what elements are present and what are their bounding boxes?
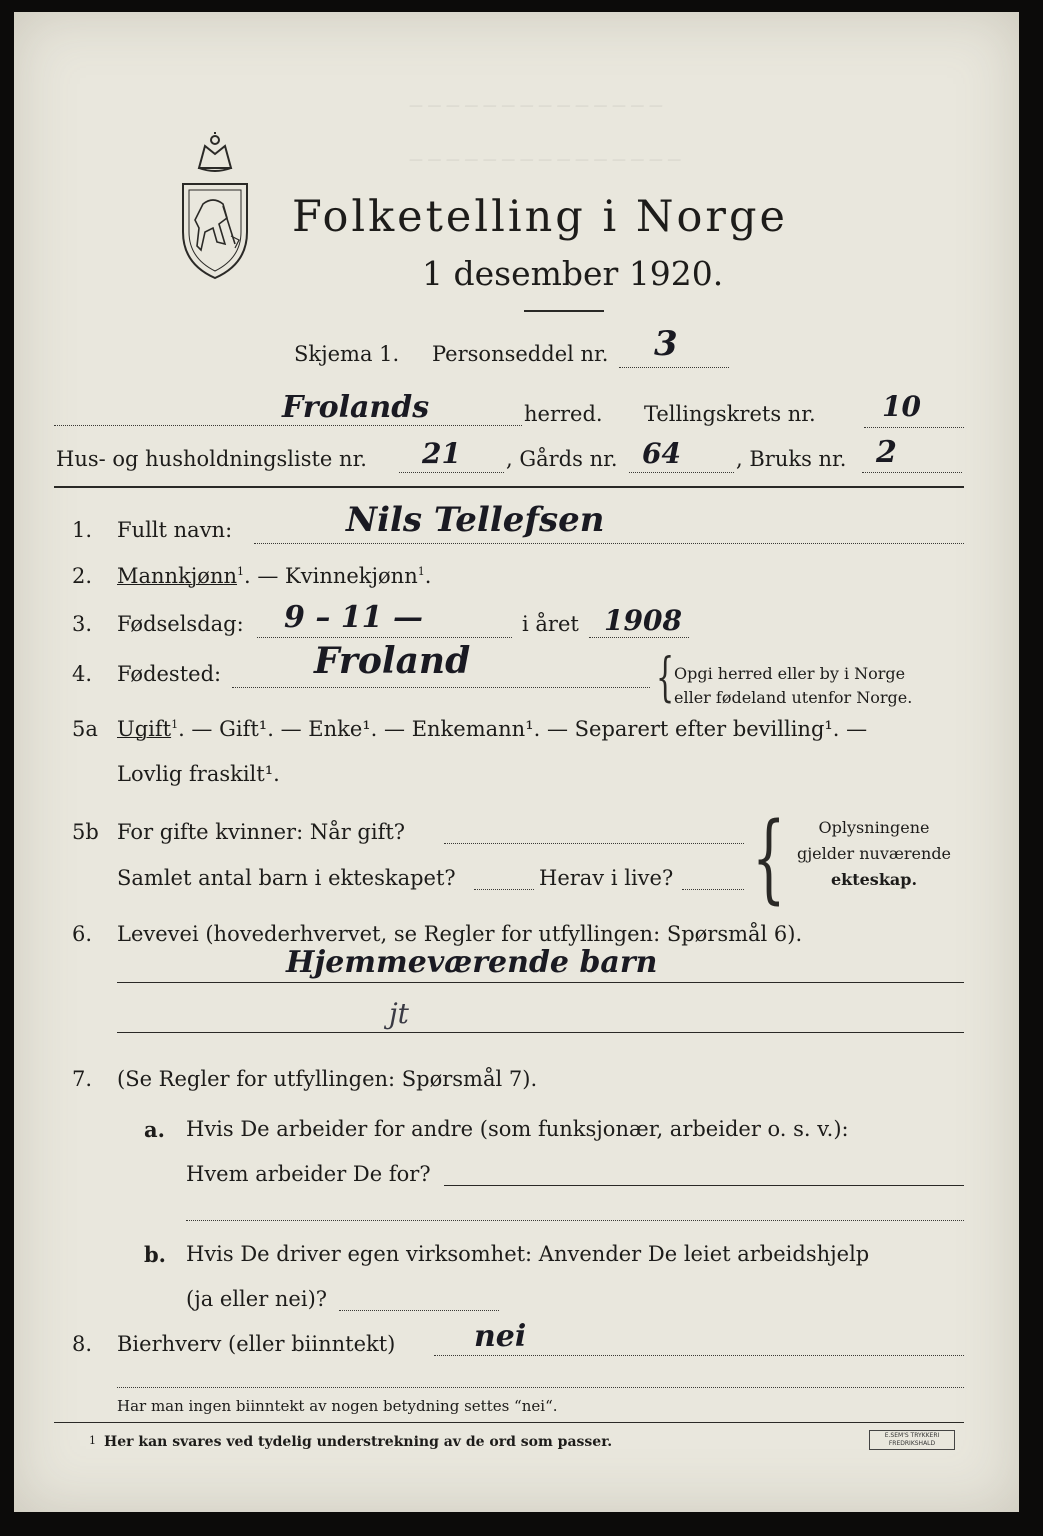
personseddel-value: 3: [654, 324, 678, 364]
q1-label: Fullt navn:: [117, 518, 233, 542]
q5b-number: 5b: [72, 820, 99, 844]
married-when-field[interactable]: [444, 843, 744, 844]
side-income-field[interactable]: [434, 1355, 964, 1356]
bruks-field[interactable]: [862, 472, 962, 473]
hus-value: 21: [422, 437, 461, 470]
herred-field[interactable]: [54, 425, 522, 426]
bruks-value: 2: [876, 435, 897, 470]
herred-label: herred.: [524, 402, 603, 426]
birthplace-note-2: eller fødeland utenfor Norge.: [674, 688, 913, 707]
birthday-value: 9 – 11 —: [284, 600, 423, 635]
footnote-number: 1: [89, 1434, 96, 1447]
tellingskrets-label: Tellingskrets nr.: [644, 402, 816, 426]
bruks-label: , Bruks nr.: [736, 447, 847, 471]
marital-ugift[interactable]: Ugift: [117, 717, 172, 741]
full-name-field[interactable]: [254, 543, 964, 544]
footnote-text: Her kan svares ved tydelig understrekning av de ord som passer.: [104, 1434, 613, 1450]
birthplace-field[interactable]: [232, 687, 650, 688]
side-income-value: nei: [474, 1319, 527, 1354]
bleed-through: — — — — — — — — — — — — — —: [409, 98, 663, 114]
printer-stamp: E.SEM'S TRYKKERI FREDRIKSHALD: [869, 1430, 955, 1450]
hus-label: Hus- og husholdningsliste nr.: [56, 447, 367, 471]
q1-number: 1.: [72, 518, 93, 542]
form-title: Folketelling i Norge: [292, 192, 788, 242]
personseddel-label: Personseddel nr.: [432, 342, 609, 366]
year-label: i året: [522, 612, 579, 636]
q3-label: Fødselsdag:: [117, 612, 244, 636]
birth-year-value: 1908: [604, 604, 682, 637]
full-name-value: Nils Tellefsen: [346, 500, 605, 540]
children-total-label: Samlet antal barn i ekteskapet?: [117, 866, 456, 890]
footer-rule: [54, 1422, 964, 1423]
skjema-label: Skjema 1.: [294, 342, 400, 366]
q6-number: 6.: [72, 922, 93, 946]
occupation-mark: jt: [389, 997, 409, 1030]
side-income-field-2[interactable]: [117, 1387, 964, 1388]
employer-field[interactable]: [444, 1185, 964, 1186]
q7a-line2: Hvem arbeider De for?: [186, 1162, 431, 1186]
married-when-label: For gifte kvinner: Når gift?: [117, 820, 406, 844]
occupation-value: Hjemmeværende barn: [286, 945, 658, 980]
footer-note: Har man ingen biinntekt av nogen betydning settes “nei“.: [117, 1397, 558, 1415]
brace: {: [752, 802, 786, 914]
q8-label: Bierhverv (eller biinntekt): [117, 1332, 396, 1356]
q7a-number: a.: [144, 1117, 165, 1142]
q4-label: Fødested:: [117, 662, 222, 686]
q5a-number: 5a: [72, 717, 98, 741]
employer-field-2[interactable]: [186, 1220, 964, 1221]
occupation-field[interactable]: [117, 982, 964, 983]
brace: {: [656, 648, 675, 708]
tellingskrets-field[interactable]: [864, 427, 964, 428]
q7-label: (Se Regler for utfyllingen: Spørsmål 7).: [117, 1067, 538, 1091]
gender-male[interactable]: Mannkjønn: [117, 564, 238, 588]
q7b-line2: (ja eller nei)?: [186, 1287, 328, 1311]
gender-female[interactable]: Kvinnekjønn: [285, 564, 418, 588]
occupation-field-2[interactable]: [117, 1032, 964, 1033]
q4-number: 4.: [72, 662, 93, 686]
gards-value: 64: [642, 437, 681, 470]
marital-fraskilt[interactable]: Lovlig fraskilt¹.: [117, 762, 280, 786]
gards-label: , Gårds nr.: [506, 447, 618, 471]
marriage-note-2: gjelder nuværende: [796, 844, 952, 863]
herred-value: Frolands: [282, 390, 430, 425]
gards-field[interactable]: [629, 472, 734, 473]
children-alive-field[interactable]: [682, 889, 744, 890]
q7a-line1: Hvis De arbeider for andre (som funksjonær, arbeider o. s. v.):: [186, 1117, 849, 1141]
norway-coat-of-arms-icon: [169, 132, 261, 282]
section-rule: [54, 486, 964, 488]
q6-label: Levevei (hovederhvervet, se Regler for utfyllingen: Spørsmål 6).: [117, 922, 803, 946]
bleed-through: — — — — — — — — — — — — — — —: [409, 152, 682, 168]
tellingskrets-value: 10: [882, 390, 921, 423]
census-form: [14, 12, 1019, 1512]
q7-number: 7.: [72, 1067, 93, 1091]
birthplace-note-1: Opgi herred eller by i Norge: [674, 664, 906, 683]
marriage-note-1: Oplysningene: [818, 818, 930, 837]
birthday-field[interactable]: [257, 637, 512, 638]
q8-number: 8.: [72, 1332, 93, 1356]
children-alive-label: Herav i live?: [539, 866, 674, 890]
q2-number: 2.: [72, 564, 93, 588]
personseddel-field[interactable]: [619, 367, 729, 368]
q3-number: 3.: [72, 612, 93, 636]
title-divider: [524, 310, 604, 312]
gender-options: Mannkjønn$^1$. — Kvinnekjønn$^1$.: [117, 564, 432, 588]
census-date: 1 desember 1920.: [422, 254, 724, 293]
q7b-number: b.: [144, 1242, 166, 1267]
birthplace-value: Froland: [314, 640, 471, 682]
hired-help-field[interactable]: [339, 1310, 499, 1311]
birth-year-field[interactable]: [589, 637, 689, 638]
marriage-note-3: ekteskap.: [830, 870, 918, 889]
marital-status-options: Ugift$^1$. — Gift¹. — Enke¹. — Enkemann¹. — Separert efter bevilling¹. —: [117, 717, 868, 741]
children-total-field[interactable]: [474, 889, 534, 890]
q7b-line1: Hvis De driver egen virksomhet: Anvender De leiet arbeidshjelp: [186, 1242, 870, 1266]
hus-field[interactable]: [399, 472, 504, 473]
